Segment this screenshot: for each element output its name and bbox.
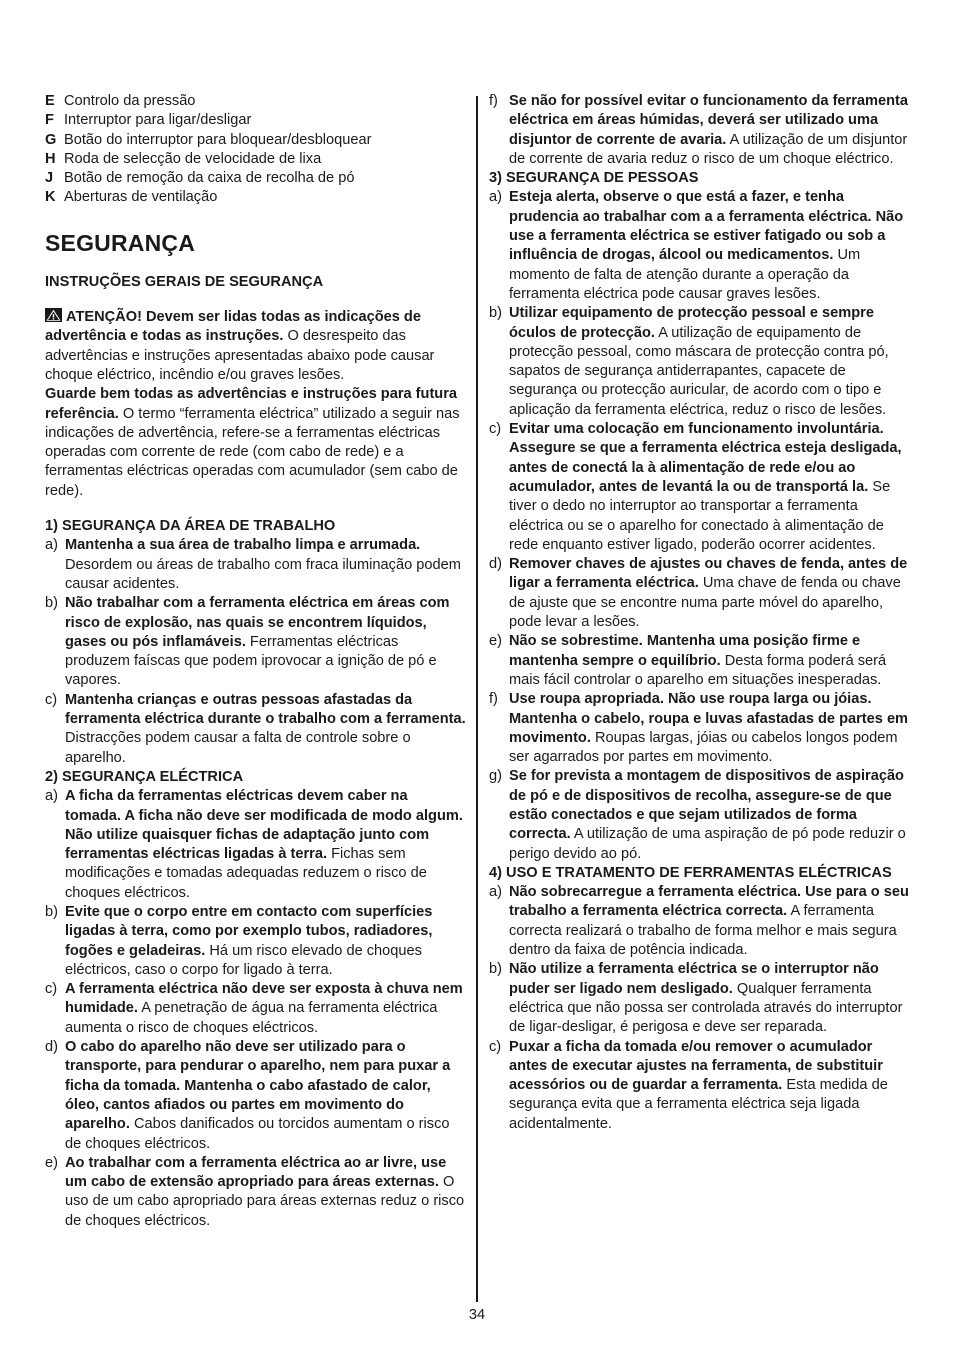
section-heading-tool-use: 4) USO E TRATAMENTO DE FERRAMENTAS ELÉCTRICAS (489, 864, 892, 881)
section-heading-personal: 3) SEGURANÇA DE PESSOAS (489, 170, 699, 187)
legend-text: Interruptor para ligar/desligar (64, 112, 252, 129)
column-divider (476, 96, 478, 1302)
item-bold: Evitar uma colocação em funcionamento involuntária. Assegure se que a ferramenta eléctrica esteja desligada, antes de conectá la à alimentação de rede e/ou ao acumulador, antes de levantá la ou de transportá la. (509, 421, 902, 495)
item-bold: Se não for possível evitar o funcionamento da ferramenta eléctrica em áreas húmidas, deverá ser utilizado uma disjuntor de corrente de avaria. (509, 93, 908, 148)
item-bold: O cabo do aparelho não deve ser utilizado para o transporte, para pendurar o aparelho, nem para puxar a ficha da tomada. Mantenha o cabo afastado de calor, óleo, cantos afiados ou partes em movimento do aparelho. (65, 1039, 451, 1133)
item-text: Roupas largas, jóias ou cabelos longos podem ser agarrados por partes em movimento. (509, 729, 898, 766)
item-key: b) (489, 961, 502, 978)
list-item (45, 1038, 467, 1154)
list-item (45, 980, 467, 1038)
list-item (489, 690, 913, 767)
item-text: Uma chave de fenda ou chave de ajuste que se encontre numa parte móvel do aparelho, pode levar a lesões. (509, 575, 901, 631)
list-item (45, 594, 467, 690)
legend-item (45, 169, 467, 188)
item-text: Fichas sem modificações e tomadas adequadas reduzem o risco de choques eléctricos. (65, 846, 427, 901)
item-text: A utilização de um disjuntor de corrente de avaria reduz o risco de um choque eléctrico. (509, 131, 908, 167)
item-bold: A ferramenta eléctrica não deve ser exposta à chuva nem humidade. (65, 981, 463, 1017)
item-bold: Mantenha crianças e outras pessoas afastadas da ferramenta eléctrica durante o trabalho com a ferramenta. (65, 691, 466, 728)
list-item (489, 960, 913, 1037)
item-text: Desordem ou áreas de trabalho com fraca iluminação podem causar acidentes. (65, 556, 461, 592)
item-key: e) (45, 1154, 58, 1171)
item-text: Esta medida de segurança evita que a ferramenta eléctrica seja ligada acidentalmente. (509, 1077, 888, 1132)
item-key: a) (45, 537, 58, 554)
item-key: c) (45, 691, 58, 708)
item-bold: Remover chaves de ajustes ou chaves de fenda, antes de ligar a ferramenta eléctrica. (509, 556, 908, 592)
list-item (489, 1038, 913, 1134)
legend-item (45, 92, 467, 111)
list-item (489, 304, 913, 420)
item-bold: Se for prevista a montagem de dispositivos de aspiração de pó e de dispositivos de recolha, assegure-se de que estão conectados e que sejam utilizados de forma correcta. (509, 768, 904, 843)
list-item (45, 691, 467, 768)
item-bold: A ficha da ferramentas eléctricas devem caber na tomada. A ficha não deve ser modificada de modo algum. Não utilize quaisquer fichas de adaptação junto com ferramentas eléctricas ligadas à terra. (65, 788, 463, 863)
item-bold: Não se sobrestime. Mantenha uma posição firme e mantenha sempre o equilíbrio. (509, 633, 861, 669)
item-key: c) (45, 981, 58, 998)
legend-item (45, 131, 467, 150)
warning-bold: ATENÇÃO! Devem ser lidas todas as indicações de advertência e todas as instruções. (45, 309, 421, 345)
list-item (489, 555, 913, 632)
item-text: O uso de um cabo apropriado para áreas externas reduz o risco de choques eléctricos. (65, 1174, 465, 1229)
item-bold: Evite que o corpo entre em contacto com superfícies ligadas à terra, como por exemplo tubos, radiadores, fogões e geladeiras. (65, 903, 433, 959)
list-item (489, 883, 913, 960)
item-text: Um momento de falta de atenção durante a operação da ferramenta eléctrica pode causar graves lesões. (509, 247, 861, 302)
item-text: Há um risco elevado de choques eléctricos, caso o corpo for ligado à terra. (65, 942, 422, 978)
list-item (45, 787, 467, 903)
item-key: a) (489, 884, 502, 901)
right-column (489, 92, 913, 1134)
item-key: b) (45, 903, 58, 920)
item-key: e) (489, 633, 502, 650)
legend-text: Aberturas de ventilação (64, 189, 218, 206)
item-text: Desta forma poderá será mais fácil controlar o aparelho em situações inesperadas. (509, 652, 887, 688)
warning-paragraph (45, 308, 467, 501)
keep-bold: Guarde bem todas as advertências e instruções para futura referência. (45, 386, 458, 422)
list-item (489, 632, 913, 690)
legend-key: J (45, 170, 54, 187)
item-bold: Mantenha a sua área de trabalho limpa e arrumada. (65, 537, 421, 554)
item-key: c) (489, 1038, 502, 1055)
legend-key: K (45, 189, 56, 206)
keep-text: O termo “ferramenta eléctrica” utilizado a seguir nas indicações de advertência, refere-se a ferramentas eléctricas operadas com corrente de rede (com cabo de rede) e a ferramentas eléctricas operadas com acumulador (sem cabo de rede). (45, 405, 460, 499)
section-subtitle: INSTRUÇÕES GERAIS DE SEGURANÇA (45, 273, 324, 290)
legend-key: F (45, 112, 54, 129)
list-item (45, 903, 467, 980)
legend-item (45, 111, 467, 130)
warning-text: O desrespeito das advertências e instruções apresentadas abaixo pode causar choque eléctrico, incêndio e/ou graves lesões. (45, 328, 435, 383)
legend-item (45, 150, 467, 169)
item-bold: Não sobrecarregue a ferramenta eléctrica. Use para o seu trabalho a ferramenta eléctrica correcta. (509, 884, 909, 920)
item-text: A penetração de água na ferramenta eléctrica aumenta o risco de choques eléctricos. (65, 1000, 438, 1036)
legend-item (45, 188, 467, 207)
item-bold: Não utilize a ferramenta eléctrica se o interruptor não puder ser ligado nem desligado. (509, 961, 879, 997)
list-item (489, 767, 913, 863)
item-key: b) (45, 595, 58, 612)
item-bold: Esteja alerta, observe o que está a fazer, e tenha prudencia ao trabalhar com a a ferramenta eléctrica. Não use a ferramenta eléctrica se estiver fatigado ou sob a influência de drogas, álcool ou medicamentos. (509, 189, 904, 264)
legend-text: Botão de remoção da caixa de recolha de pó (64, 170, 355, 187)
item-text: Qualquer ferramenta eléctrica que não possa ser controlada através do interruptor de ligar-desligar, é perigosa e deve ser reparada. (509, 980, 903, 1036)
item-bold: Utilizar equipamento de protecção pessoal e sempre óculos de protecção. (509, 305, 874, 341)
item-text: A utilização de uma aspiração de pó pode reduzir o perigo devido ao pó. (509, 826, 906, 862)
item-key: a) (45, 788, 58, 805)
item-key: d) (45, 1039, 58, 1056)
item-text: Ferramentas eléctricas produzem faíscas que podem iprovocar a ignição de pó e vapores. (65, 633, 437, 689)
legend-text: Botão do interruptor para bloquear/desbloquear (64, 131, 372, 148)
item-key: f) (489, 691, 498, 708)
item-text: A utilização de equipamento de protecção pessoal, como máscara de protecção contra pó, sapatos de segurança antiderrapantes, capacete de segurança ou protecção auricular, de acordo com o tipo e aplicação da ferramenta eléctrica, reduz o risco de lesões. (509, 324, 889, 418)
page-title: SEGURANÇA (45, 229, 196, 256)
item-text: Distracções podem causar a falta de controle sobre o aparelho. (65, 730, 411, 766)
legend-key: G (45, 131, 57, 148)
item-key: c) (489, 421, 502, 438)
list-item (489, 420, 913, 555)
item-key: g) (489, 768, 502, 785)
item-bold: Puxar a ficha da tomada e/ou remover o acumulador antes de executar ajustes na ferramenta, de substituir acessórios ou de guardar a ferramenta. (509, 1038, 883, 1094)
list-item (45, 1154, 467, 1231)
page-number: 34 (468, 1307, 486, 1323)
warning-triangle-icon (45, 308, 62, 322)
item-text: Se tiver o dedo no interruptor ao transportar a ferramenta eléctrica ou se o aparelho for conectado à alimentação de rede enquanto estiver ligado, poderão ocorrer acidentes. (509, 478, 891, 553)
legend-key: H (45, 150, 56, 167)
item-bold: Use roupa apropriada. Não use roupa larga ou jóias. Mantenha o cabelo, roupa e luvas afastadas de partes em movimento. (509, 691, 909, 746)
legend-key: E (45, 93, 55, 109)
item-text: Cabos danificados ou torcidos aumentam o risco de choques eléctricos. (65, 1116, 450, 1152)
list-item (489, 92, 913, 169)
item-key: b) (489, 305, 502, 322)
item-key: d) (489, 556, 502, 573)
list-item (489, 188, 913, 304)
item-key: f) (489, 93, 498, 109)
item-bold: Não trabalhar com a ferramenta eléctrica em áreas com risco de explosão, nas quais se encontrem líquidos, gases ou pós inflamáveis. (65, 595, 450, 650)
item-text: A ferramenta correcta realizará o trabalho de forma melhor e mais segura dentro da faixa de potência indicada. (509, 903, 897, 959)
item-key: a) (489, 189, 502, 206)
legend-text: Controlo da pressão (64, 93, 196, 109)
item-bold: Ao trabalhar com a ferramenta eléctrica ao ar livre, use um cabo de extensão apropriado para áreas externas. (65, 1154, 447, 1191)
left-column (45, 92, 467, 1231)
list-item (45, 536, 467, 594)
legend-text: Roda de selecção de velocidade de lixa (64, 150, 322, 167)
section-heading-work-area: 1) SEGURANÇA DA ÁREA DE TRABALHO (45, 518, 336, 535)
section-heading-electrical: 2) SEGURANÇA ELÉCTRICA (45, 768, 244, 785)
parts-legend (45, 92, 467, 208)
